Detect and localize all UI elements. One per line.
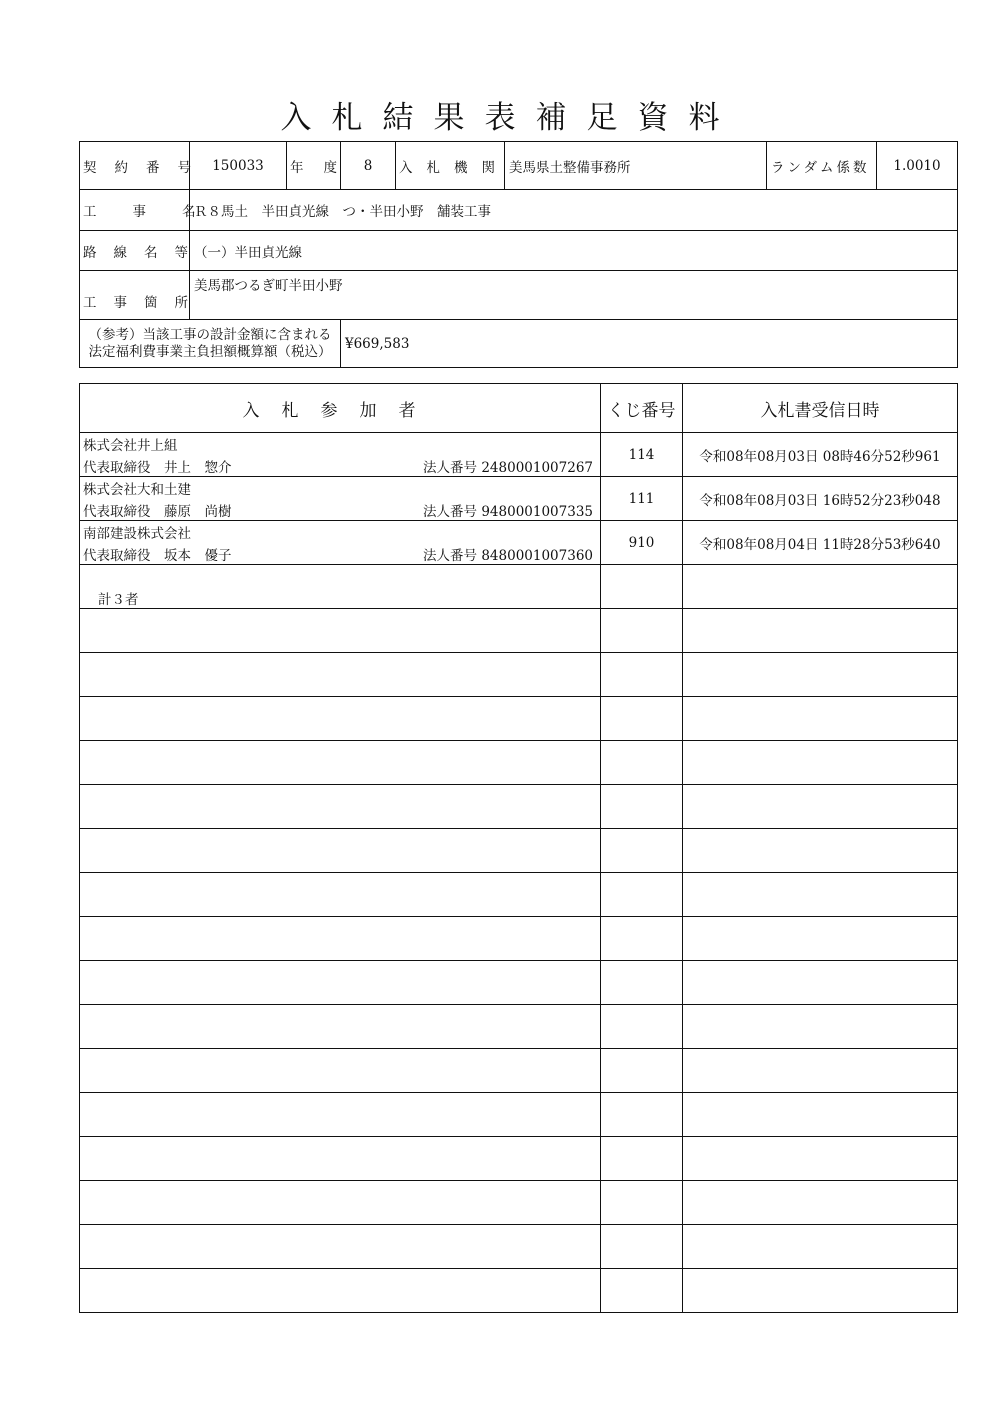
- contract-info-table: [79, 141, 958, 368]
- bidder-cell: [80, 477, 601, 521]
- empty-cell: [683, 1269, 958, 1313]
- empty-cell: [683, 1181, 958, 1225]
- year-label: [287, 142, 357, 190]
- reference-label-line1: （参考）当該工事の設計金額に含まれる: [88, 326, 332, 343]
- empty-row: [80, 961, 958, 1005]
- empty-row: [80, 1269, 958, 1313]
- table-row: [80, 521, 958, 565]
- received-datetime: 令和08年08月03日 08時46分52秒961: [683, 433, 958, 477]
- empty-cell: [601, 917, 683, 961]
- empty-cell: [80, 741, 601, 785]
- work-name-label-text: 工事名: [83, 204, 232, 220]
- empty-cell: [601, 961, 683, 1005]
- empty-cell: [80, 1049, 601, 1093]
- received-datetime: 令和08年08月03日 16時52分23秒048: [683, 477, 958, 521]
- contract-no-label: [80, 142, 209, 190]
- empty-cell: [601, 1225, 683, 1269]
- agency-value: 美馬県土整備事務所: [505, 142, 767, 190]
- empty-row: [80, 609, 958, 653]
- empty-row: [80, 829, 958, 873]
- contract-no-value: 150033: [190, 142, 287, 190]
- table-row: [80, 477, 958, 521]
- lottery-number: 111: [601, 477, 683, 521]
- bidder-corp-number: 法人番号 9480001007335: [423, 504, 593, 520]
- bidder-representative: 代表取締役 井上 惣介: [83, 460, 232, 476]
- random-coef-label: ランダム係数: [767, 142, 877, 190]
- empty-cell: [683, 785, 958, 829]
- empty-cell: [601, 609, 683, 653]
- bidder-representative: 代表取締役 藤原 尚樹: [83, 504, 232, 520]
- reference-label: [80, 320, 341, 368]
- year-label-text: 年度: [290, 159, 357, 176]
- year-value: 8: [341, 142, 396, 190]
- lottery-number: 114: [601, 433, 683, 477]
- document-title: 入札結果表補足資料: [280, 100, 740, 136]
- empty-cell: [601, 873, 683, 917]
- empty-cell: [80, 873, 601, 917]
- empty-cell: [601, 1049, 683, 1093]
- empty-cell: [683, 829, 958, 873]
- location-value: 美馬郡つるぎ町半田小野: [190, 271, 958, 320]
- route-label: [80, 231, 205, 271]
- empty-cell: [80, 917, 601, 961]
- empty-cell: [683, 1093, 958, 1137]
- empty-cell: [683, 873, 958, 917]
- empty-cell: [683, 1137, 958, 1181]
- empty-cell: [683, 741, 958, 785]
- empty-cell: [601, 1005, 683, 1049]
- total-row: [80, 565, 958, 609]
- empty-cell: [601, 697, 683, 741]
- empty-cell: [601, 1093, 683, 1137]
- total-count: 計３者: [98, 592, 139, 608]
- empty-cell: [601, 1181, 683, 1225]
- empty-cell: [601, 741, 683, 785]
- table-row: [80, 433, 958, 477]
- empty-cell: [80, 609, 601, 653]
- empty-row: [80, 653, 958, 697]
- bidder-representative: 代表取締役 坂本 優子: [83, 548, 232, 564]
- empty-cell: [601, 829, 683, 873]
- empty-cell: [683, 609, 958, 653]
- route-value: （一）半田貞光線: [190, 231, 958, 271]
- empty-cell: [80, 1225, 601, 1269]
- bidder-company: 株式会社大和土建: [83, 482, 191, 498]
- empty-cell: [80, 1137, 601, 1181]
- empty-row: [80, 1137, 958, 1181]
- empty-cell: [683, 961, 958, 1005]
- empty-cell: [80, 1181, 601, 1225]
- participant-header: 入札参加者: [80, 384, 601, 433]
- work-name-value: Ｒ８馬土 半田貞光線 つ・半田小野 舗装工事: [190, 190, 958, 231]
- empty-cell: [683, 653, 958, 697]
- empty-row: [80, 1181, 958, 1225]
- received-datetime: 令和08年08月04日 11時28分53秒640: [683, 521, 958, 565]
- empty-cell: [80, 1269, 601, 1313]
- bidder-cell: [80, 433, 601, 477]
- bidder-corp-number: 法人番号 8480001007360: [423, 548, 593, 564]
- lottery-header: くじ番号: [601, 384, 683, 433]
- contract-no-label-text: 契約番号: [83, 159, 209, 176]
- empty-cell: [683, 1049, 958, 1093]
- random-coef-value: 1.0010: [877, 142, 958, 190]
- bidders-table: [79, 383, 958, 1313]
- empty-row: [80, 1049, 958, 1093]
- empty-cell: [601, 653, 683, 697]
- empty-cell: [601, 1269, 683, 1313]
- empty-cell: [683, 1225, 958, 1269]
- empty-row: [80, 1093, 958, 1137]
- empty-row: [80, 785, 958, 829]
- empty-cell: [80, 1005, 601, 1049]
- empty-cell: [601, 785, 683, 829]
- empty-cell: [683, 697, 958, 741]
- bidder-company: 南部建設株式会社: [83, 526, 191, 542]
- empty-row: [80, 697, 958, 741]
- bidder-company: 株式会社井上組: [83, 438, 178, 454]
- received-header: 入札書受信日時: [683, 384, 958, 433]
- empty-cell: [601, 1137, 683, 1181]
- location-label: [80, 271, 205, 320]
- empty-row: [80, 741, 958, 785]
- agency-label: [396, 142, 509, 190]
- empty-cell: [80, 785, 601, 829]
- empty-row: [80, 1005, 958, 1049]
- empty-row: [80, 1225, 958, 1269]
- empty-cell: [80, 829, 601, 873]
- empty-cell: [683, 1005, 958, 1049]
- empty-cell: [601, 565, 683, 609]
- lottery-number: 910: [601, 521, 683, 565]
- empty-row: [80, 873, 958, 917]
- bidder-corp-number: 法人番号 2480001007267: [423, 460, 593, 476]
- empty-cell: [683, 917, 958, 961]
- empty-cell: [80, 1093, 601, 1137]
- empty-row: [80, 917, 958, 961]
- empty-cell: [80, 653, 601, 697]
- route-label-text: 路線名等: [83, 244, 205, 261]
- agency-label-text: 入札機関: [399, 159, 509, 176]
- total-cell: [80, 565, 601, 609]
- work-name-label: [80, 190, 232, 231]
- empty-cell: [80, 697, 601, 741]
- reference-label-line2: 法定福利費事業主負担額概算額（税込）: [88, 343, 332, 360]
- empty-cell: [683, 565, 958, 609]
- reference-amount: ¥669,583: [341, 320, 958, 368]
- bidder-cell: [80, 521, 601, 565]
- empty-cell: [80, 961, 601, 1005]
- location-label-text: 工事箇所: [83, 295, 205, 311]
